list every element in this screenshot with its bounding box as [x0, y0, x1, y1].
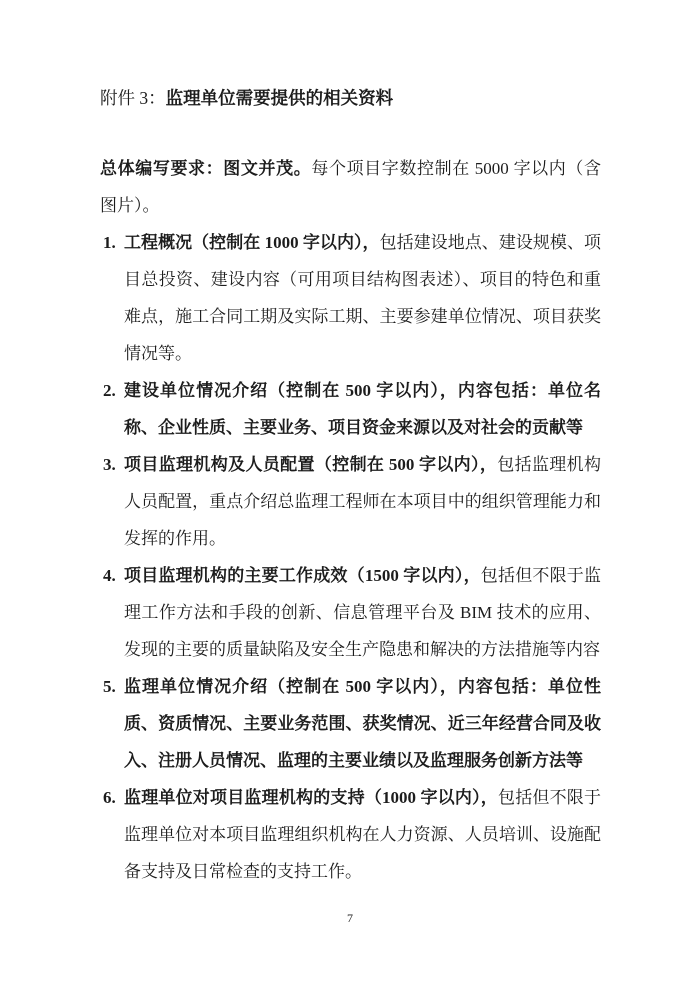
document-title — [100, 80, 601, 117]
list-item-4 — [100, 557, 601, 668]
item-bold-text: 建设单位情况介绍（控制在 500 字以内），内容包括：单位名称、企业性质、主要业务、项目资金来源以及对社会的贡献等 — [124, 381, 601, 437]
document-content — [100, 80, 601, 890]
intro-bold-text: 总体编写要求：图文并茂。 — [100, 159, 312, 178]
item-regular-text: 包括监理机构人员配置，重点介绍总监理工程师在本项目中的组织管理能力和发挥的作用。 — [124, 455, 602, 548]
list-item-1 — [100, 224, 601, 372]
item-number: 6. — [103, 788, 116, 807]
title-text: 监理单位需要提供的相关资料 — [165, 88, 394, 108]
item-number: 1. — [103, 233, 116, 252]
item-bold-text: 监理单位对项目监理机构的支持（1000 字以内）， — [124, 788, 498, 807]
item-bold-text: 项目监理机构的主要工作成效（1500 字以内）， — [124, 566, 481, 585]
list-item-2 — [100, 372, 601, 446]
item-bold-text: 项目监理机构及人员配置（控制在 500 字以内）， — [124, 455, 498, 474]
list-item-3 — [100, 446, 601, 557]
intro-regular-text: 每个项目字数控制在 5000 字以内（含图片）。 — [100, 159, 602, 215]
item-number: 4. — [103, 566, 116, 585]
item-number: 5. — [103, 677, 116, 696]
requirements-list — [100, 224, 601, 890]
page-number: 7 — [347, 911, 353, 925]
list-item-6 — [100, 779, 601, 890]
item-number: 2. — [103, 381, 116, 400]
title-prefix: 附件 3： — [100, 88, 166, 108]
item-bold-text: 工程概况（控制在 1000 字以内）， — [124, 233, 380, 252]
intro-paragraph — [100, 150, 601, 224]
item-regular-text: 包括但不限于监理单位对本项目监理组织机构在人力资源、人员培训、设施配备支持及日常检查的支持工作。 — [124, 788, 602, 881]
item-number: 3. — [103, 455, 116, 474]
item-regular-text: 包括但不限于监理工作方法和手段的创新、信息管理平台及 BIM 技术的应用、发现的主要的质量缺陷及安全生产隐患和解决的方法措施等内容 — [124, 566, 602, 659]
item-regular-text: 包括建设地点、建设规模、项目总投资、建设内容（可用项目结构图表述）、项目的特色和重难点，施工合同工期及实际工期、主要参建单位情况、项目获奖情况等。 — [124, 233, 602, 363]
item-bold-text: 监理单位情况介绍（控制在 500 字以内），内容包括：单位性质、资质情况、主要业务范围、获奖情况、近三年经营合同及收入、注册人员情况、监理的主要业绩以及监理服务创新方法等 — [124, 677, 601, 770]
list-item-5 — [100, 668, 601, 779]
